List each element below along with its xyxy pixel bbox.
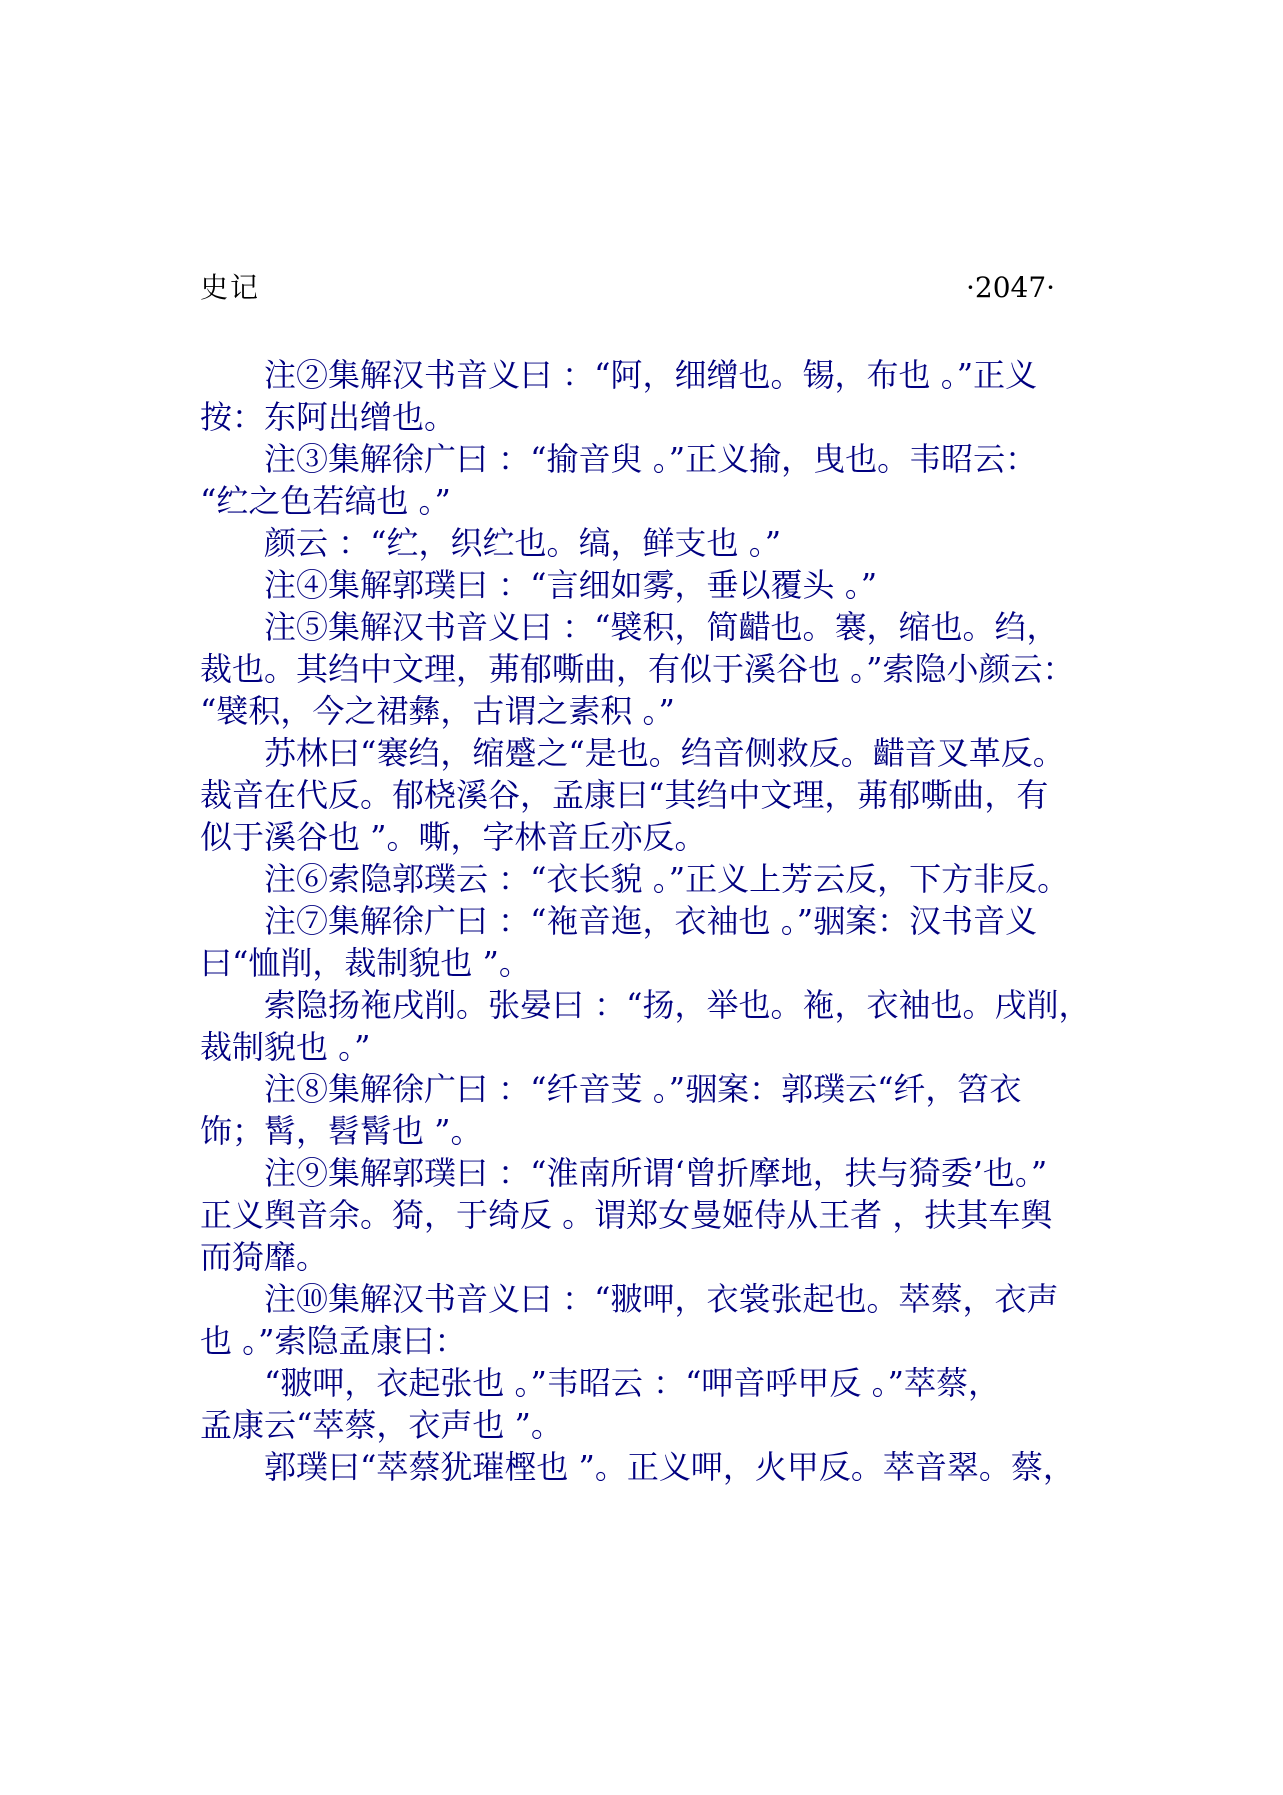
text-line: 裁音在代反。郁桡溪谷，孟康曰“其绉中文理，茀郁嘶曲，有 bbox=[200, 776, 1049, 814]
text-line: 苏林曰“褰绉，缩蹙之“是也。绉音侧救反。齰音叉革反。 bbox=[264, 734, 1065, 772]
text-line: 注⑦集解徐广曰 ：“袘音迤，衣袖也 。”骃案：汉书音义 bbox=[264, 902, 1038, 940]
text-line: “翍呷，衣起张也 。”韦昭云 ：“呷音呼甲反 。”萃蔡， bbox=[264, 1364, 1000, 1402]
text-line: 郭璞曰“萃蔡犹璀樫也 ”。正义呷，火甲反。萃音翠。蔡， bbox=[264, 1448, 1075, 1486]
text-line: 注④集解郭璞曰 ：“言细如雾，垂以覆头 。” bbox=[264, 566, 878, 604]
text-line: 也 。”索隐孟康曰： bbox=[200, 1322, 467, 1360]
text-line: 注⑤集解汉书音义曰 ：“襞积，简齰也。褰，缩也。绉， bbox=[264, 608, 1059, 646]
text-line: 注⑩集解汉书音义曰 ：“翍呷，衣裳张起也。萃蔡，衣声 bbox=[264, 1280, 1059, 1318]
text-line: 孟康云“萃蔡，衣声也 ”。 bbox=[200, 1406, 563, 1444]
running-header-title: 史记 bbox=[200, 271, 261, 304]
text-line: 裁也。其绉中文理，茀郁嘶曲，有似于溪谷也 。”索隐小颜云： bbox=[200, 650, 1075, 688]
text-line: 裁制貌也 。” bbox=[200, 1028, 371, 1066]
text-line: “襞积，今之裙彝，古谓之素积 。” bbox=[200, 692, 675, 730]
text-line: 正义舆音余。猗，于绮反 。谓郑女曼姬侍从王者 ，扶其车舆 bbox=[200, 1196, 1053, 1234]
text-line: 颜云 ：“纻，织纻也。缟，鲜支也 。” bbox=[264, 524, 782, 562]
text-line: 注⑥索隐郭璞云 ：“衣长貌 。”正义上芳云反，下方非反。 bbox=[264, 860, 1070, 898]
text-line: 似于溪谷也 ”。嘶，字林音丘亦反。 bbox=[200, 818, 707, 856]
text-line: 索隐扬袘戌削。张晏曰 ：“扬，举也。袘，衣袖也。戌削， bbox=[264, 986, 1091, 1024]
text-line: 注⑧集解徐广曰 ：“纤音芰 。”骃案：郭璞云“纤，笤衣 bbox=[264, 1070, 1022, 1108]
annotation-body bbox=[200, 354, 1120, 1488]
text-line: 注⑨集解郭璞曰 ：“淮南所谓‘曾折摩地，扶与猗委’也。” bbox=[264, 1154, 1048, 1192]
text-line: 注③集解徐广曰 ：“揄音臾 。”正义揄，曳也。韦昭云： bbox=[264, 440, 1038, 478]
text-line: “纻之色若缟也 。” bbox=[200, 482, 451, 520]
page-number: ·2047· bbox=[966, 271, 1056, 304]
text-line: 而猗靡。 bbox=[200, 1238, 329, 1276]
text-line: 曰“恤削，裁制貌也 ”。 bbox=[200, 944, 531, 982]
text-line: 按：东阿出缯也。 bbox=[200, 398, 457, 436]
text-line: 注②集解汉书音义曰 ：“阿，细缯也。锡，布也 。”正义 bbox=[264, 356, 1038, 394]
text-line: 饰；髾，髫髾也 ”。 bbox=[200, 1112, 483, 1150]
